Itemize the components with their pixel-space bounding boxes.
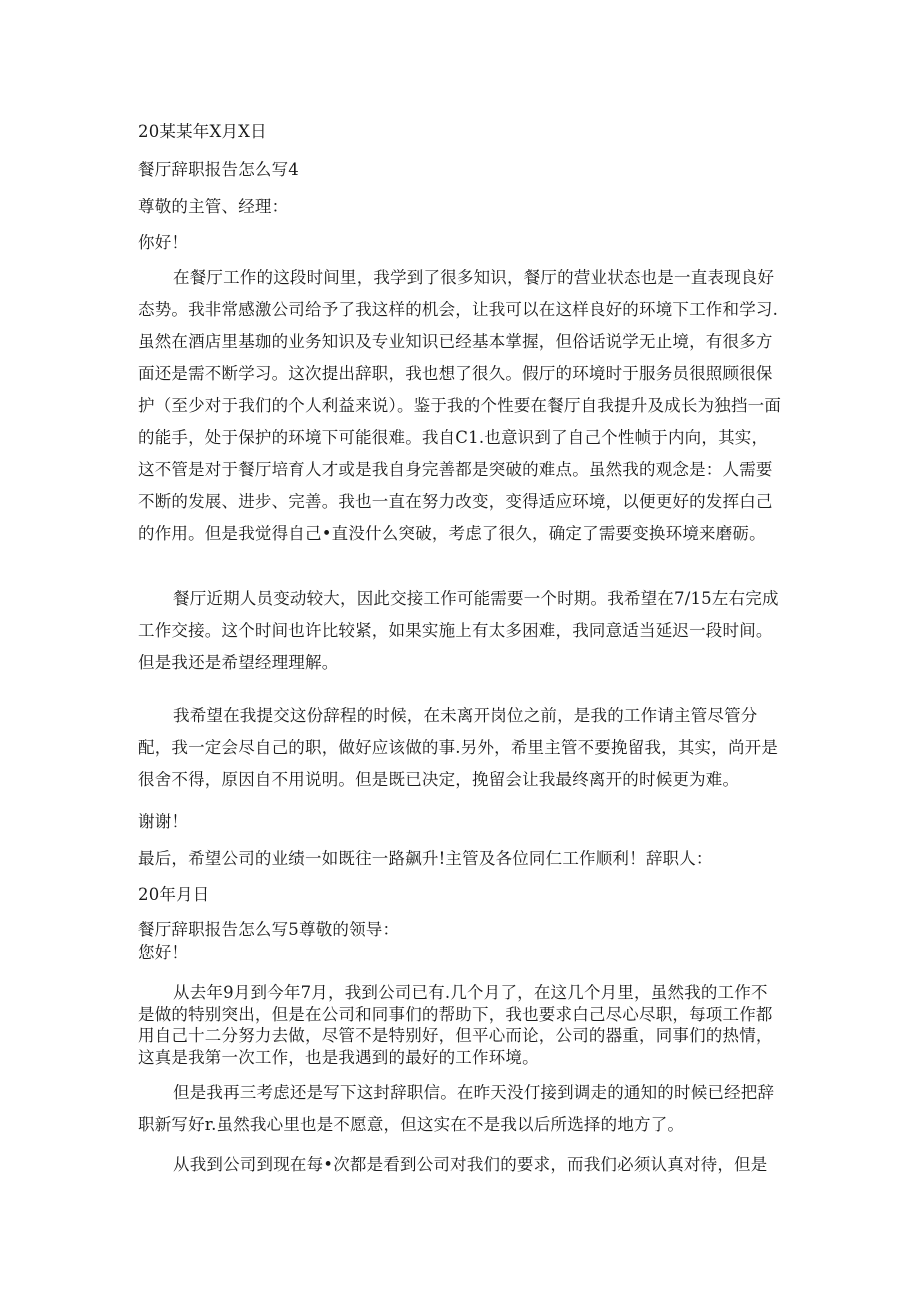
greeting: 您好！ [138,943,189,962]
body-paragraph: 从我到公司到现在每•次都是看到公司对我们的要求，而我们必须认真对待，但是 [173,1155,768,1174]
body-paragraph: 但是我再三考虑还是写下这封辞职信。在昨天没仃接到调走的通知的时候已经把辞职新写好r.虽然我心里也是不愿意，但这实在不是我以后所选择的地方了。 [138,1083,775,1134]
salutation: 尊敬的主管、经理： [138,197,289,216]
greeting: 你好！ [138,233,189,252]
closing-line: 最后，希望公司的业绩一如既往一路飙升!主管及各位同仁工作顺利！辞职人： [138,849,713,868]
body-paragraph: 我希望在我提交这份辞程的时候，在未离开岗位之前，是我的工作请主管尽管分配，我一定会尽自己的职，做好应该做的事.另外，希里主管不要挽留我，其实，尚开是很舍不得，原因自不用说明。但是既已决定，挽留会让我最终离开的时候更为难。 [138,706,779,789]
body-paragraph: 餐厅近期人员变动较大，因此交接工作可能需要一个时期。我希望在7/15左右完成工作交接。这个时间也许比较紧，如果实施上有太多困难，我同意适当延迟一段时间。但是我还是希望经理理解。 [138,589,779,672]
body-paragraph: 在餐厅工作的这段时间里，我学到了很多知识，餐厅的营业状态也是一直表现良好态势。我非常感激公司给予了我这样的机会，让我可以在这样良好的环境下工作和学习.虽然在酒店里基珈的业务知识及专业知识已经基本掌握，但俗话说学无止境，有很多方面还是需不断学习。这次提出辞职，我也想了很久。假厅的环境时于服务员很照顾很保护（至少对于我们的个人利益来说）。鉴于我的个性要在餐厅自我提升及成长为独挡一面的能手，处于保护的环境下可能很难。我自C1.也意识到了自己个性帧于内向，其实，这不管是对于餐厅培育人才或是我自身完善都是突破的难点。虽然我的观念是：人需要不断的发展、进步、完善。我也一直在努力改变，变得适应环境，以便更好的发挥白己的作用。但是我觉得自己•直没什么突破，考虑了很久，确定了需要变换环境来磨砺。 [138,268,782,543]
section-heading-5: 餐厅辞职报告怎么写5尊敬的领导： [138,920,400,939]
section-heading-4: 餐厅辞职报告怎么写4 [138,160,299,179]
thanks-line: 谢谢！ [138,812,189,831]
date-line: 20年月日 [138,885,210,904]
body-paragraph: 从去年9月到今年7月，我到公司已有.几个月了，在这几个月里，虽然我的工作不是做的特别突出，但是在公司和同事们的帮助下，我也要求白己尽心尽职，每项工作都用自己十二分努力去做，尽管不是特别好，但平心而论，公司的器重，同事们的热情，这真是我第一次工作，也是我遇到的最好的工作环境。 [138,983,773,1067]
date-line: 20某某年X月X日 [138,122,267,141]
